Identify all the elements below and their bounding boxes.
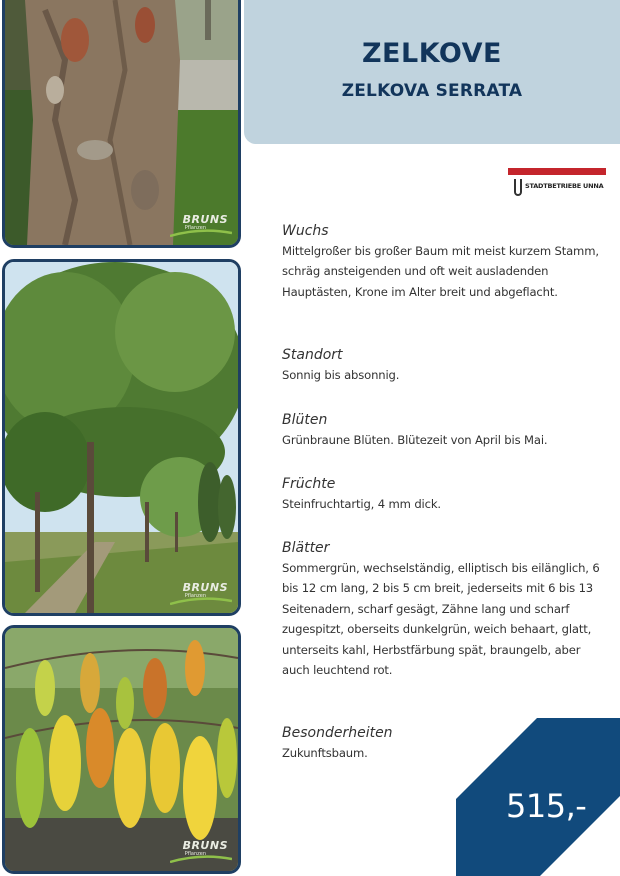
- publisher-logo-bar: [508, 168, 606, 175]
- price: 515,-: [506, 787, 587, 825]
- section-text: Sommergrün, wechselständig, elliptisch bis eilänglich, 6 bis 12 cm lang, 2 bis 5 cm breit, jederseits mit 6 bis 13 Seitenadern, scharf gesägt, Zähne lang und scharf zugespitzt, oberseits dunkelgrün, weich behaart, glatt, unterseits kahl, Herbstfärbung spät, braungelb, aber auch leuchtend rot.: [282, 561, 600, 678]
- section-text: Grünbraune Blüten. Blütezeit von April bis Mai.: [282, 433, 548, 447]
- publisher-name: STADTBETRIEBE UNNA: [525, 182, 604, 190]
- section-fruechte: [282, 474, 441, 514]
- section-standort: [282, 345, 399, 385]
- bruns-logo-text: BRUNS: [182, 581, 228, 594]
- title-block: [244, 0, 620, 144]
- section-blaetter: [282, 538, 602, 680]
- section-text: Sonnig bis absonnig.: [282, 368, 400, 382]
- section-heading: Blüten: [282, 412, 328, 428]
- botanical-name: ZELKOVA SERRATA: [341, 80, 523, 101]
- tree-photo: [2, 259, 241, 616]
- price-badge: [456, 718, 620, 876]
- bruns-logo-subtext: Pflanzen: [184, 593, 206, 599]
- bruns-logo-subtext: Pflanzen: [184, 225, 206, 231]
- leaves-image: [5, 628, 238, 871]
- publisher-logo: [508, 168, 606, 200]
- leaves-photo: [2, 625, 241, 874]
- section-besonderheiten: [282, 723, 393, 763]
- section-wuchs: [282, 221, 602, 302]
- section-text: Zukunftsbaum.: [282, 746, 368, 760]
- tree-image: [5, 262, 238, 613]
- publisher-mark-icon: [514, 179, 522, 196]
- section-heading: Früchte: [282, 476, 336, 492]
- bruns-swoosh-icon: [170, 595, 232, 605]
- section-heading: Besonderheiten: [282, 725, 393, 741]
- section-text: Mittelgroßer bis großer Baum mit meist kurzem Stamm, schräg ansteigenden und oft weit ausladenden Hauptästen, Krone im Alter breit und abgeflacht.: [282, 244, 599, 299]
- section-text: Steinfruchtartig, 4 mm dick.: [282, 497, 441, 511]
- bruns-logo: [170, 211, 232, 237]
- bruns-logo: [170, 579, 232, 605]
- bruns-swoosh-icon: [170, 853, 232, 863]
- bark-photo: [2, 0, 241, 248]
- bark-image: [5, 0, 238, 245]
- section-heading: Blätter: [282, 540, 330, 556]
- bruns-logo-subtext: Pflanzen: [184, 851, 206, 857]
- bruns-logo-text: BRUNS: [182, 213, 228, 226]
- section-heading: Standort: [282, 347, 343, 363]
- bruns-logo: [170, 837, 232, 863]
- page-title: ZELKOVE: [361, 37, 502, 69]
- bruns-logo-text: BRUNS: [182, 839, 228, 852]
- bruns-swoosh-icon: [170, 227, 232, 237]
- section-blueten: [282, 410, 547, 450]
- section-heading: Wuchs: [282, 223, 329, 239]
